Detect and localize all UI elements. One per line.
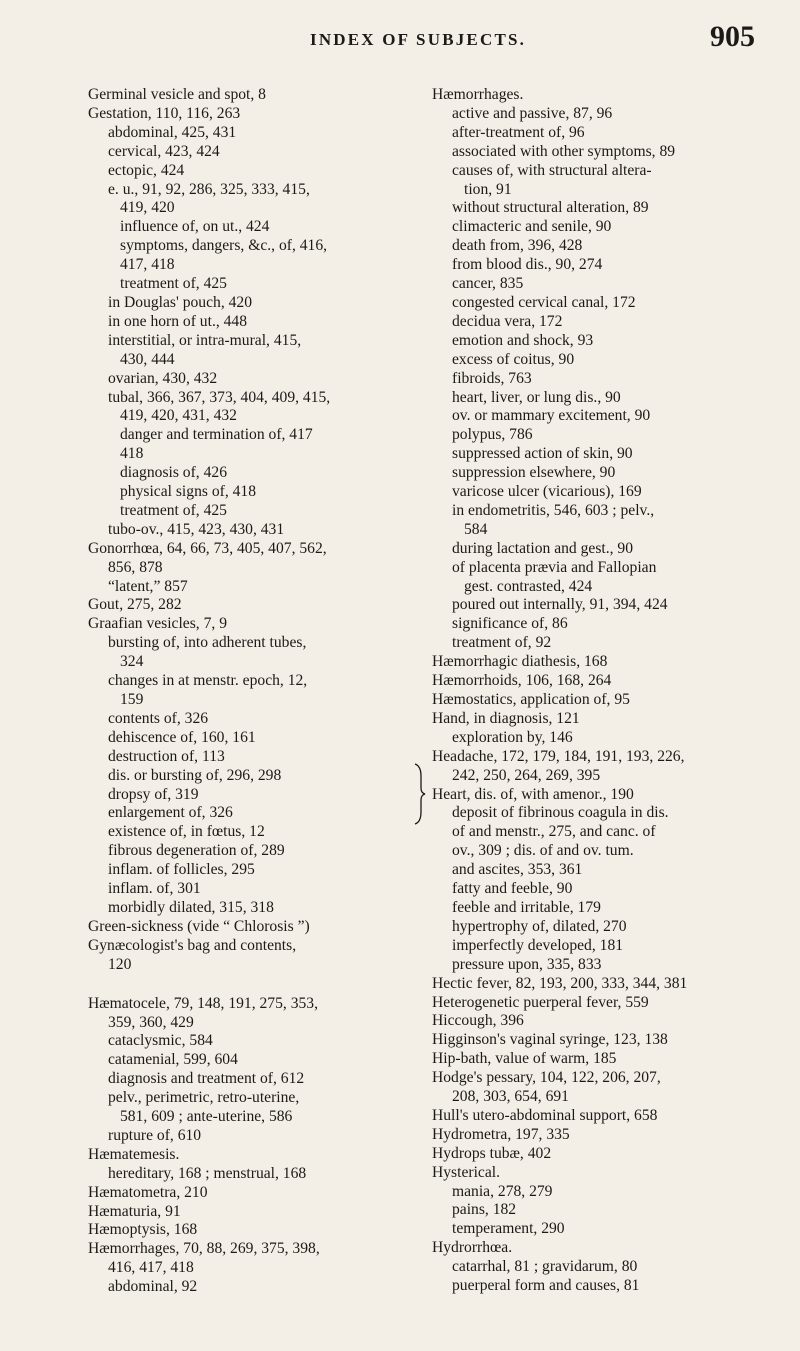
index-subentry: climacteric and senile, 90 bbox=[452, 218, 612, 236]
index-subentry: inflam. of, 301 bbox=[108, 880, 201, 898]
index-subentry: rupture of, 610 bbox=[108, 1126, 202, 1144]
index-subentry: suppression elsewhere, 90 bbox=[452, 464, 616, 482]
index-entry: Heterogenetic puerperal fever, 559 bbox=[432, 993, 649, 1011]
index-subentry: 120 bbox=[108, 955, 132, 973]
index-subentry: ov. or mammary excitement, 90 bbox=[452, 407, 651, 425]
index-subentry: 419, 420, 431, 432 bbox=[120, 407, 237, 425]
index-subentry: tion, 91 bbox=[464, 180, 512, 198]
section-gap bbox=[88, 975, 398, 995]
index-subentry: contents of, 326 bbox=[108, 709, 209, 727]
index-entry: Hiccough, 396 bbox=[432, 1012, 524, 1030]
index-entry: Headache, 172, 179, 184, 191, 193, 226, bbox=[432, 747, 685, 765]
index-entry: Hip-bath, value of warm, 185 bbox=[432, 1050, 617, 1068]
index-subentry: 159 bbox=[120, 691, 144, 708]
index-subentry: 581, 609 ; ante-uterine, 586 bbox=[120, 1108, 293, 1126]
index-subentry: physical signs of, 418 bbox=[120, 483, 257, 501]
index-entry: Hand, in diagnosis, 121 bbox=[432, 709, 580, 727]
running-head: INDEX OF SUBJECTS. bbox=[310, 30, 527, 49]
index-subentry: in endometritis, 546, 603 ; pelv., bbox=[452, 501, 655, 519]
index-subentry: ectopic, 424 bbox=[108, 161, 185, 179]
index-subentry: e. u., 91, 92, 286, 325, 333, 415, bbox=[108, 180, 310, 198]
index-subentry: treatment of, 92 bbox=[452, 634, 552, 652]
index-subentry: polypus, 786 bbox=[452, 426, 533, 444]
index-subentry: cervical, 423, 424 bbox=[108, 142, 220, 160]
index-subentry: fibroids, 763 bbox=[452, 369, 532, 387]
index-subentry: pressure upon, 335, 833 bbox=[452, 955, 602, 973]
index-subentry: puerperal form and causes, 81 bbox=[452, 1277, 640, 1295]
index-subentry: fatty and feeble, 90 bbox=[452, 880, 573, 898]
index-subentry: abdominal, 425, 431 bbox=[108, 123, 237, 141]
index-entry: Hull's utero-abdominal support, 658 bbox=[432, 1106, 658, 1124]
index-subentry: hypertrophy of, dilated, 270 bbox=[452, 917, 627, 935]
index-subentry: fibrous degeneration of, 289 bbox=[108, 842, 285, 860]
index-entry: Hysterical. bbox=[432, 1163, 500, 1181]
index-subentry: 418 bbox=[120, 445, 144, 463]
index-column-left bbox=[88, 86, 398, 1297]
index-subentry: changes in at menstr. epoch, 12, bbox=[108, 672, 308, 690]
index-subentry: enlargement of, 326 bbox=[108, 804, 233, 822]
index-entry: Hydrops tubæ, 402 bbox=[432, 1144, 552, 1162]
index-subentry: in Douglas' pouch, 420 bbox=[108, 293, 253, 311]
index-subentry: existence of, in fœtus, 12 bbox=[108, 823, 265, 841]
index-entry: Hæmoptysis, 168 bbox=[88, 1221, 198, 1239]
index-subentry: 359, 360, 429 bbox=[108, 1013, 194, 1031]
index-subentry: abdominal, 92 bbox=[108, 1278, 198, 1296]
index-entry: Hæmostatics, application of, 95 bbox=[432, 691, 630, 708]
index-subentry: diagnosis and treatment of, 612 bbox=[108, 1070, 305, 1088]
index-entry: Gonorrhœa, 64, 66, 73, 405, 407, 562, bbox=[88, 539, 327, 557]
index-entry: Hæmorrhagic diathesis, 168 bbox=[432, 653, 608, 671]
index-subentry: significance of, 86 bbox=[452, 615, 568, 633]
index-subentry: congested cervical canal, 172 bbox=[452, 293, 636, 311]
index-subentry: 419, 420 bbox=[120, 199, 175, 217]
index-subentry: gest. contrasted, 424 bbox=[464, 577, 593, 595]
brace-mark bbox=[413, 762, 427, 826]
index-subentry: catamenial, 599, 604 bbox=[108, 1051, 238, 1069]
index-subentry: 856, 878 bbox=[108, 558, 163, 576]
index-subentry: temperament, 290 bbox=[452, 1220, 565, 1238]
index-subentry: dehiscence of, 160, 161 bbox=[108, 728, 256, 746]
index-subentry: tubo-ov., 415, 423, 430, 431 bbox=[108, 520, 285, 538]
index-entry: Hæmatometra, 210 bbox=[88, 1183, 208, 1201]
index-subentry: ovarian, 430, 432 bbox=[108, 369, 218, 387]
index-subentry: inflam. of follicles, 295 bbox=[108, 861, 255, 879]
index-subentry: interstitial, or intra-mural, 415, bbox=[108, 331, 302, 349]
index-subentry: pelv., perimetric, retro-uterine, bbox=[108, 1089, 300, 1107]
index-subentry: 430, 444 bbox=[120, 350, 175, 368]
index-subentry: emotion and shock, 93 bbox=[452, 331, 594, 349]
index-subentry: 584 bbox=[464, 520, 488, 538]
index-subentry: during lactation and gest., 90 bbox=[452, 539, 634, 557]
index-subentry: cataclysmic, 584 bbox=[108, 1032, 213, 1050]
index-subentry: of placenta prævia and Fallopian bbox=[452, 558, 657, 576]
index-entry: Hæmatemesis. bbox=[88, 1145, 180, 1163]
index-subentry: hereditary, 168 ; menstrual, 168 bbox=[108, 1164, 307, 1182]
index-subentry: without structural alteration, 89 bbox=[452, 199, 649, 217]
index-subentry: influence of, on ut., 424 bbox=[120, 218, 270, 236]
index-entry: Hodge's pessary, 104, 122, 206, 207, bbox=[432, 1069, 661, 1087]
index-subentry: associated with other symptoms, 89 bbox=[452, 142, 676, 160]
index-subentry: diagnosis of, 426 bbox=[120, 464, 227, 482]
index-entry: Graafian vesicles, 7, 9 bbox=[88, 615, 227, 633]
index-subentry: dis. or bursting of, 296, 298 bbox=[108, 766, 282, 784]
page-number: 905 bbox=[710, 20, 755, 53]
index-subentry: 324 bbox=[120, 653, 144, 671]
index-subentry: 242, 250, 264, 269, 395 bbox=[452, 766, 601, 784]
index-subentry: suppressed action of skin, 90 bbox=[452, 445, 633, 463]
index-entry: Hydrometra, 197, 335 bbox=[432, 1125, 570, 1143]
index-entry: Hectic fever, 82, 193, 200, 333, 344, 381 bbox=[432, 974, 688, 992]
index-subentry: decidua vera, 172 bbox=[452, 312, 563, 330]
index-subentry: imperfectly developed, 181 bbox=[452, 936, 624, 954]
index-subentry: treatment of, 425 bbox=[120, 275, 227, 293]
index-entry: Gestation, 110, 116, 263 bbox=[88, 104, 241, 122]
index-column-right bbox=[432, 86, 762, 1296]
index-subentry: and ascites, 353, 361 bbox=[452, 861, 583, 879]
index-subentry: 416, 417, 418 bbox=[108, 1259, 194, 1277]
index-subentry: dropsy of, 319 bbox=[108, 785, 199, 803]
index-entry: Hæmorrhages. bbox=[432, 86, 524, 103]
index-subentry: death from, 396, 428 bbox=[452, 237, 583, 255]
index-subentry: cancer, 835 bbox=[452, 275, 524, 293]
index-subentry: deposit of fibrinous coagula in dis. bbox=[452, 804, 669, 822]
index-subentry: after-treatment of, 96 bbox=[452, 123, 585, 141]
index-entry: Hæmorrhages, 70, 88, 269, 375, 398, bbox=[88, 1240, 320, 1258]
page-header bbox=[0, 20, 800, 60]
index-entry: Gout, 275, 282 bbox=[88, 596, 182, 614]
index-subentry: tubal, 366, 367, 373, 404, 409, 415, bbox=[108, 388, 331, 406]
index-subentry: danger and termination of, 417 bbox=[120, 426, 313, 444]
index-subentry: varicose ulcer (vicarious), 169 bbox=[452, 483, 642, 501]
index-entry: Green-sickness (vide “ Chlorosis ”) bbox=[88, 917, 310, 935]
index-subentry: 208, 303, 654, 691 bbox=[452, 1088, 569, 1106]
index-entry: Germinal vesicle and spot, 8 bbox=[88, 86, 266, 103]
index-subentry: feeble and irritable, 179 bbox=[452, 898, 601, 916]
index-subentry: excess of coitus, 90 bbox=[452, 350, 575, 368]
index-entry: Hæmatocele, 79, 148, 191, 275, 353, bbox=[88, 994, 318, 1012]
index-subentry: destruction of, 113 bbox=[108, 747, 225, 765]
index-entry: Hydrorrhœa. bbox=[432, 1239, 513, 1257]
index-subentry: heart, liver, or lung dis., 90 bbox=[452, 388, 621, 406]
index-subentry: poured out internally, 91, 394, 424 bbox=[452, 596, 668, 614]
index-entry: Hæmorrhoids, 106, 168, 264 bbox=[432, 672, 612, 690]
index-subentry: of and menstr., 275, and canc. of bbox=[452, 823, 656, 841]
index-entry: Hæmaturia, 91 bbox=[88, 1202, 181, 1220]
index-subentry: pains, 182 bbox=[452, 1201, 517, 1219]
index-entry: Heart, dis. of, with amenor., 190 bbox=[432, 785, 634, 803]
index-subentry: catarrhal, 81 ; gravidarum, 80 bbox=[452, 1258, 638, 1276]
index-subentry: exploration by, 146 bbox=[452, 728, 573, 746]
index-subentry: in one horn of ut., 448 bbox=[108, 312, 248, 330]
index-subentry: causes of, with structural altera- bbox=[452, 161, 652, 179]
index-subentry: 417, 418 bbox=[120, 256, 175, 274]
index-subentry: morbidly dilated, 315, 318 bbox=[108, 898, 274, 916]
index-entry: Higginson's vaginal syringe, 123, 138 bbox=[432, 1031, 668, 1049]
index-subentry: bursting of, into adherent tubes, bbox=[108, 634, 307, 652]
index-subentry: from blood dis., 90, 274 bbox=[452, 256, 603, 274]
index-subentry: active and passive, 87, 96 bbox=[452, 104, 613, 122]
index-subentry: ov., 309 ; dis. of and ov. tum. bbox=[452, 842, 634, 860]
index-entry: Gynæcologist's bag and contents, bbox=[88, 936, 297, 954]
index-subentry: mania, 278, 279 bbox=[452, 1182, 553, 1200]
index-subentry: “latent,” 857 bbox=[108, 577, 188, 595]
index-subentry: treatment of, 425 bbox=[120, 501, 227, 519]
index-subentry: symptoms, dangers, &c., of, 416, bbox=[120, 237, 328, 255]
